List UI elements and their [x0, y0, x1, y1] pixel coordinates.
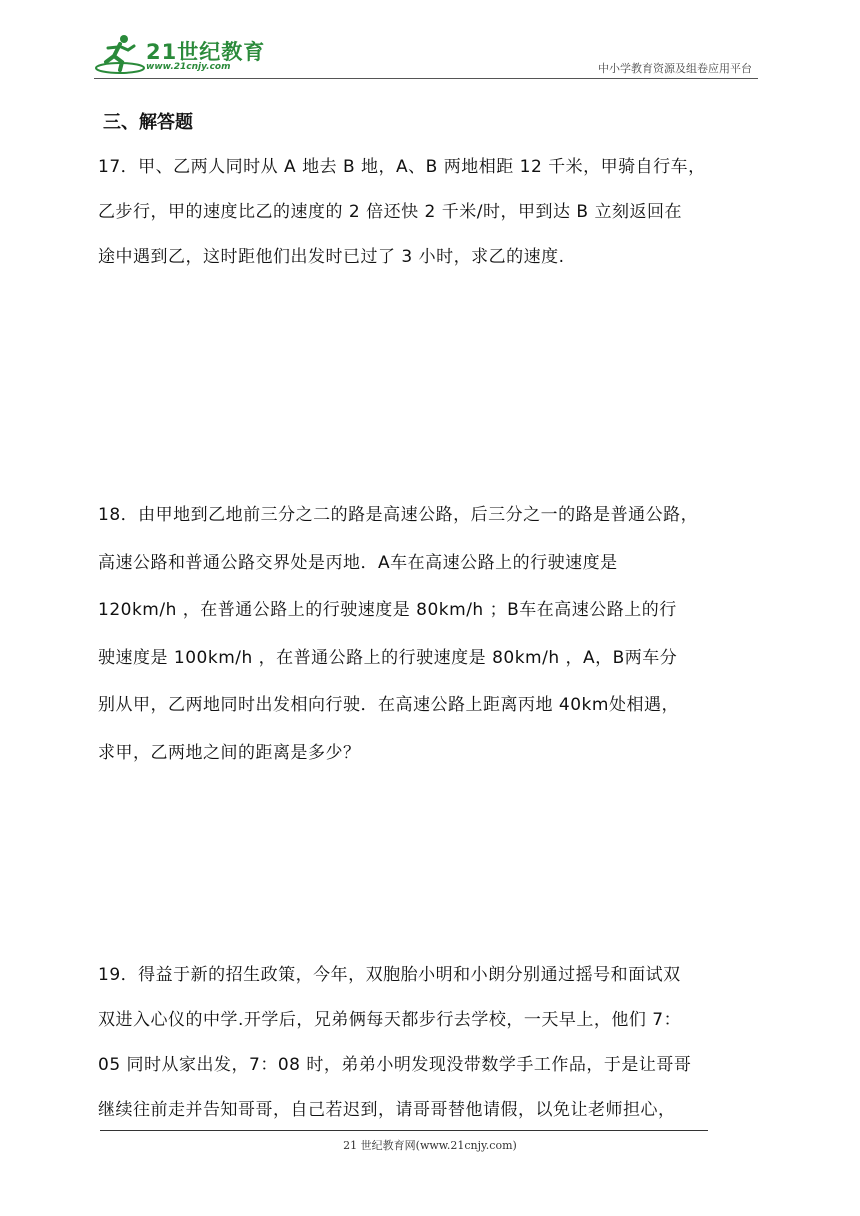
question-line: 求甲，乙两地之间的距离是多少？ [98, 742, 361, 763]
running-figure-icon [94, 32, 146, 78]
logo-url: www.21cnjy.com [146, 62, 231, 72]
question-line: 驶速度是 100km/h ，在普通公路上的行驶速度是 80km/h ，A，B两车分 [98, 647, 678, 668]
page-footer[interactable]: 21 世纪教育网(www.21cnjy.com) [343, 1139, 517, 1152]
question-line: 120km/h ，在普通公路上的行驶速度是 80km/h ；B车在高速公路上的行 [98, 600, 677, 620]
section-title: 三、解答题 [103, 112, 193, 133]
question-line: 双进入心仪的中学.开学后，兄弟俩每天都步行去学校，一天早上，他们 7： [98, 1010, 682, 1030]
question-19 [98, 953, 764, 1133]
question-line: 乙步行，甲的速度比乙的速度的 2 倍还快 2 千米/时，甲到达 B 立刻返回在 [98, 202, 682, 222]
logo-wordmark: 21世纪教育 [146, 40, 266, 64]
question-line: 19．得益于新的招生政策，今年，双胞胎小明和小朗分别通过摇号和面试双 [98, 965, 681, 985]
footer-divider [100, 1130, 708, 1131]
site-logo[interactable] [94, 32, 264, 78]
question-18 [98, 492, 764, 777]
question-line: 05 同时从家出发，7：08 时，弟弟小明发现没带数学手工作品，于是让哥哥 [98, 1055, 692, 1075]
question-line: 别从甲，乙两地同时出发相向行驶．在高速公路上距离丙地 40km处相遇， [98, 695, 679, 715]
header-divider [94, 78, 758, 79]
question-line: 途中遇到乙，这时距他们出发时已过了 3 小时，求乙的速度. [98, 247, 565, 267]
question-17 [98, 145, 764, 280]
page-header [94, 32, 758, 80]
platform-title: 中小学教育资源及组卷应用平台 [598, 62, 752, 75]
question-line: 高速公路和普通公路交界处是丙地．A车在高速公路上的行驶速度是 [98, 552, 618, 573]
question-line: 18．由甲地到乙地前三分之二的路是高速公路，后三分之一的路是普通公路， [98, 505, 699, 525]
question-line: 继续往前走并告知哥哥，自己若迟到，请哥哥替他请假，以免让老师担心， [98, 1100, 676, 1120]
question-line: 17．甲、乙两人同时从 A 地去 B 地，A、B 两地相距 12 千米，甲骑自行车， [98, 157, 706, 177]
